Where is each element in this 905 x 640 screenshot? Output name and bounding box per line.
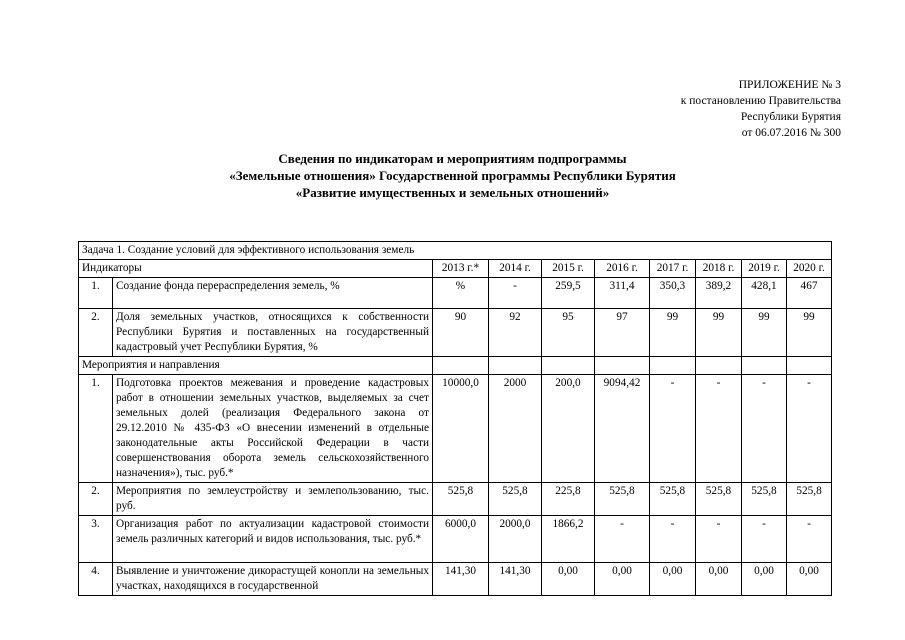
table-cell: - (696, 375, 742, 483)
row-description: Организация работ по актуализации кадастровой стоимости земель различных категорий и видов использования, тыс. руб.* (113, 516, 433, 563)
table-cell: 428,1 (742, 278, 787, 309)
table-cell: % (433, 278, 489, 309)
row-description: Мероприятия по землеустройству и землепользованию, тыс. руб. (113, 483, 433, 516)
table-cell: 141,30 (433, 563, 489, 596)
years-header-row (79, 260, 832, 278)
table-cell: 2000,0 (489, 516, 542, 563)
table-cell: 141,30 (489, 563, 542, 596)
table-cell: 0,00 (595, 563, 650, 596)
row-number: 1. (79, 278, 113, 309)
table-cell: 95 (542, 309, 595, 357)
table-cell: - (742, 375, 787, 483)
appendix-line-2: к постановлению Правительства (680, 95, 841, 107)
measures-header-row (79, 357, 832, 375)
table-cell: 311,4 (595, 278, 650, 309)
table-cell: 389,2 (696, 278, 742, 309)
year-header: 2013 г.* (433, 260, 489, 278)
task-header-row (79, 242, 832, 260)
appendix-block (681, 77, 841, 141)
table-cell: 97 (595, 309, 650, 357)
year-header: 2018 г. (696, 260, 742, 278)
table-cell: - (787, 375, 832, 483)
row-number: 3. (79, 516, 113, 563)
year-header: 2014 г. (489, 260, 542, 278)
table-cell: - (742, 516, 787, 563)
table-cell: 525,8 (696, 483, 742, 516)
table-cell: - (595, 516, 650, 563)
year-header: 2020 г. (787, 260, 832, 278)
table-cell: 200,0 (542, 375, 595, 483)
table-cell: 99 (650, 309, 696, 357)
table-cell: 0,00 (542, 563, 595, 596)
table-cell: 225,8 (542, 483, 595, 516)
table-row (79, 278, 832, 309)
row-number: 2. (79, 483, 113, 516)
table-cell: 99 (696, 309, 742, 357)
table-cell: 10000,0 (433, 375, 489, 483)
table-cell: 0,00 (787, 563, 832, 596)
row-description: Доля земельных участков, относящихся к собственности Республики Бурятия и поставленных на государственный кадастровый учет Республики Бурятия, % (113, 309, 433, 357)
table-cell: 525,8 (742, 483, 787, 516)
table-cell: 525,8 (489, 483, 542, 516)
table-cell: - (650, 375, 696, 483)
row-number: 4. (79, 563, 113, 596)
row-description: Создание фонда перераспределения земель, % (113, 278, 433, 309)
row-number: 2. (79, 309, 113, 357)
table-cell: - (696, 516, 742, 563)
table-row (79, 516, 832, 563)
table-cell: 92 (489, 309, 542, 357)
table-row (79, 309, 832, 357)
year-header: 2015 г. (542, 260, 595, 278)
table-cell: 467 (787, 278, 832, 309)
appendix-line-1: ПРИЛОЖЕНИЕ № 3 (738, 79, 841, 91)
table-cell: 525,8 (433, 483, 489, 516)
table-cell: 99 (742, 309, 787, 357)
year-header: 2019 г. (742, 260, 787, 278)
table-cell: 9094,42 (595, 375, 650, 483)
row-description: Подготовка проектов межевания и проведение кадастровых работ в отношении земельных участков, выделяемых за счет земельных долей (реализация Федерального закона от 29.12.2010 № 435-ФЗ «О внесении изменений в отдельные законодательные акты Российской Федерации в части совершенствования оборота земель сельскохозяйственного назначения»), тыс. руб.* (113, 375, 433, 483)
appendix-line-4: от 06.07.2016 № 300 (741, 127, 841, 139)
table-row (79, 483, 832, 516)
appendix-line-3: Республики Бурятия (740, 111, 841, 123)
table-cell: 525,8 (787, 483, 832, 516)
title-line-3: «Развитие имущественных и земельных отношений» (295, 185, 610, 200)
table-row (79, 375, 832, 483)
task-header: Задача 1. Создание условий для эффективного использования земель (79, 242, 832, 260)
measures-label: Мероприятия и направления (79, 357, 433, 375)
table-cell: 6000,0 (433, 516, 489, 563)
row-number: 1. (79, 375, 113, 483)
title-line-2: «Земельные отношения» Государственной программы Республики Бурятия (229, 168, 676, 183)
row-description: Выявление и уничтожение дикорастущей конопли на земельных участках, находящихся в государственной (113, 563, 433, 596)
table-cell: 90 (433, 309, 489, 357)
table-cell: 350,3 (650, 278, 696, 309)
table-cell: 99 (787, 309, 832, 357)
table-cell: 525,8 (650, 483, 696, 516)
year-header: 2017 г. (650, 260, 696, 278)
title-line-1: Сведения по индикаторам и мероприятиям подпрограммы (278, 151, 627, 166)
table-cell: 0,00 (650, 563, 696, 596)
table-cell: - (650, 516, 696, 563)
table-cell: 525,8 (595, 483, 650, 516)
table-cell: 0,00 (742, 563, 787, 596)
table-cell: 2000 (489, 375, 542, 483)
table-cell: 0,00 (696, 563, 742, 596)
table-cell: 1866,2 (542, 516, 595, 563)
table-cell: 259,5 (542, 278, 595, 309)
document-title (0, 150, 905, 201)
year-header: 2016 г. (595, 260, 650, 278)
table-cell: - (787, 516, 832, 563)
table-row (79, 563, 832, 596)
table-cell: - (489, 278, 542, 309)
indicators-label: Индикаторы (79, 260, 433, 278)
indicators-table (78, 241, 832, 596)
